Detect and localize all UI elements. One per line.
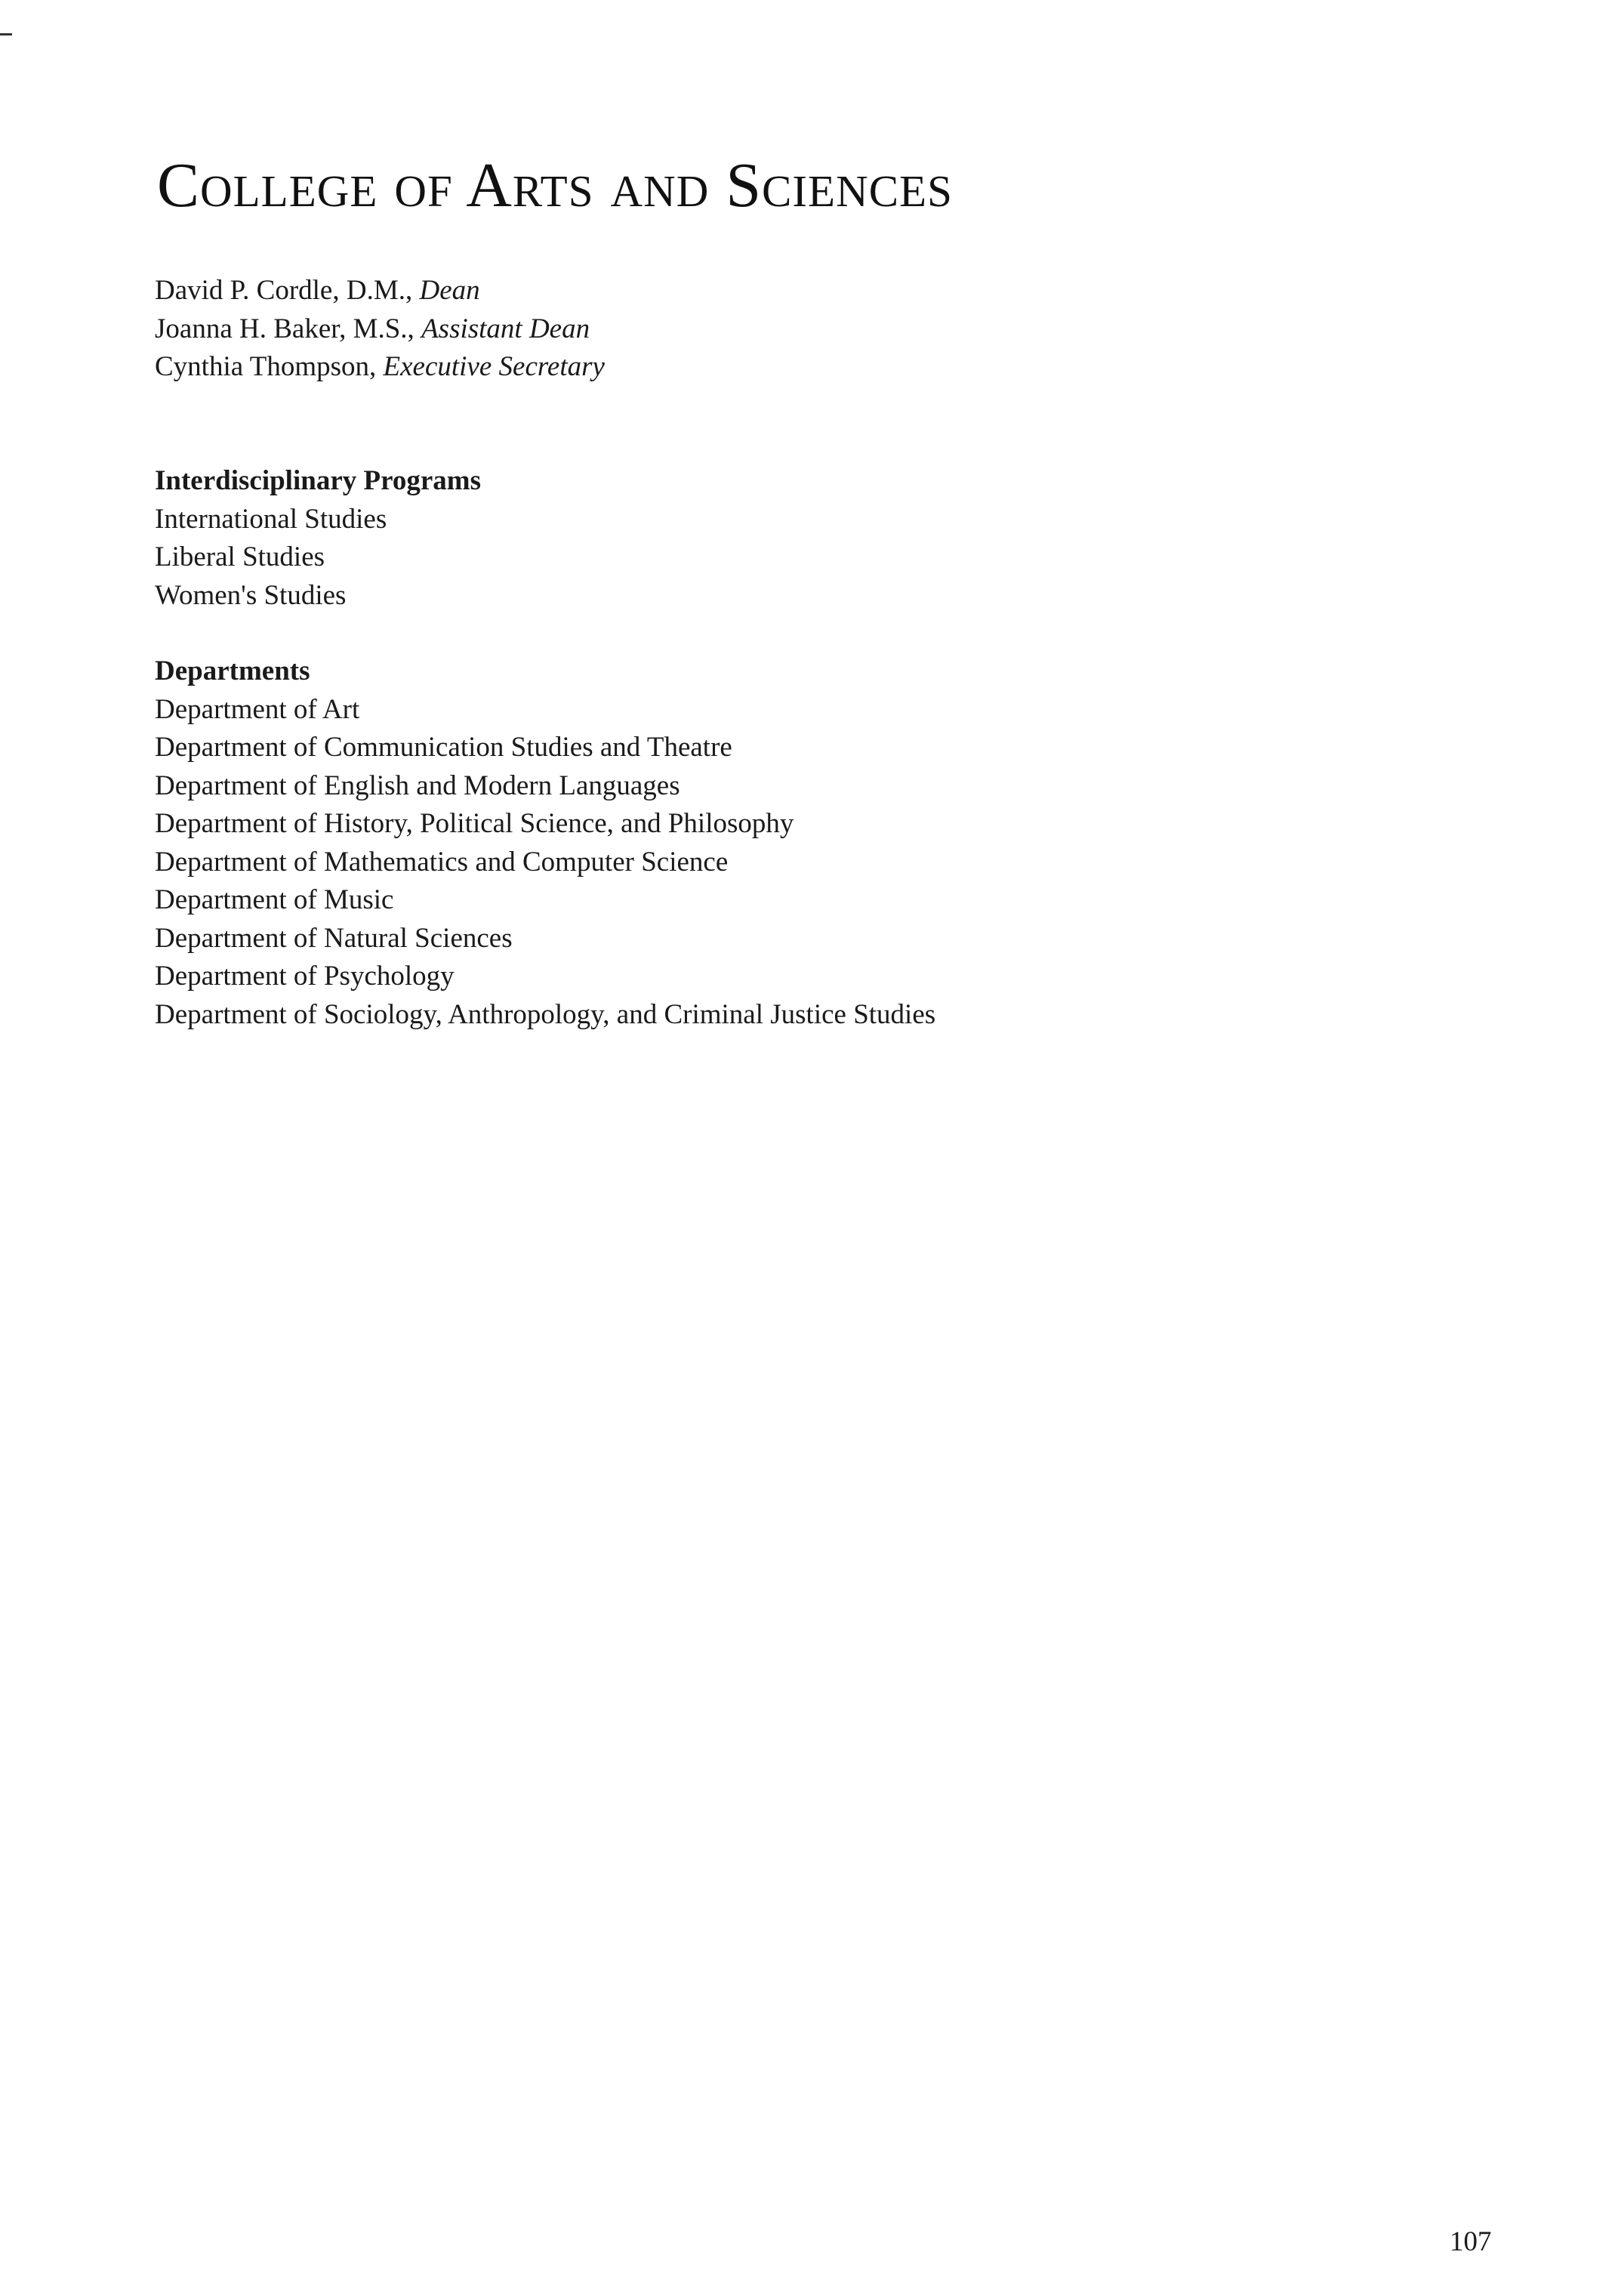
staff-entry: [155, 348, 605, 387]
staff-entry: [155, 310, 605, 349]
staff-role: Assistant Dean: [421, 313, 590, 344]
staff-list: [155, 272, 605, 387]
staff-name: David P. Cordle, D.M.,: [155, 275, 420, 306]
department-item: Department of Sociology, Anthropology, and Criminal Justice Studies: [155, 998, 936, 1030]
department-item: Department of English and Modern Languages: [155, 770, 680, 801]
program-item: Women's Studies: [155, 579, 347, 611]
staff-entry: [155, 272, 605, 310]
section-heading: Departments: [155, 655, 310, 686]
page-number: 107: [1450, 2226, 1492, 2257]
page-title: College of Arts and Sciences: [157, 150, 953, 221]
department-item: Department of Psychology: [155, 961, 455, 992]
department-item: Department of Mathematics and Computer Science: [155, 846, 729, 878]
department-item: Department of Natural Sciences: [155, 922, 513, 954]
staff-name: Cynthia Thompson,: [155, 351, 384, 382]
staff-name: Joanna H. Baker, M.S.,: [155, 313, 422, 344]
scan-margin-mark: [0, 33, 12, 35]
program-item: International Studies: [155, 503, 387, 535]
department-item: Department of History, Political Science, and Philosophy: [155, 808, 794, 839]
department-item: Department of Music: [155, 884, 394, 915]
program-item: Liberal Studies: [155, 541, 325, 572]
staff-role: Executive Secretary: [383, 351, 605, 382]
department-item: Department of Art: [155, 693, 360, 725]
staff-role: Dean: [419, 275, 480, 306]
interdisciplinary-programs-section: [155, 462, 481, 615]
department-item: Department of Communication Studies and Theatre: [155, 732, 732, 763]
departments-section: [155, 652, 935, 1034]
section-heading: Interdisciplinary Programs: [155, 465, 481, 496]
